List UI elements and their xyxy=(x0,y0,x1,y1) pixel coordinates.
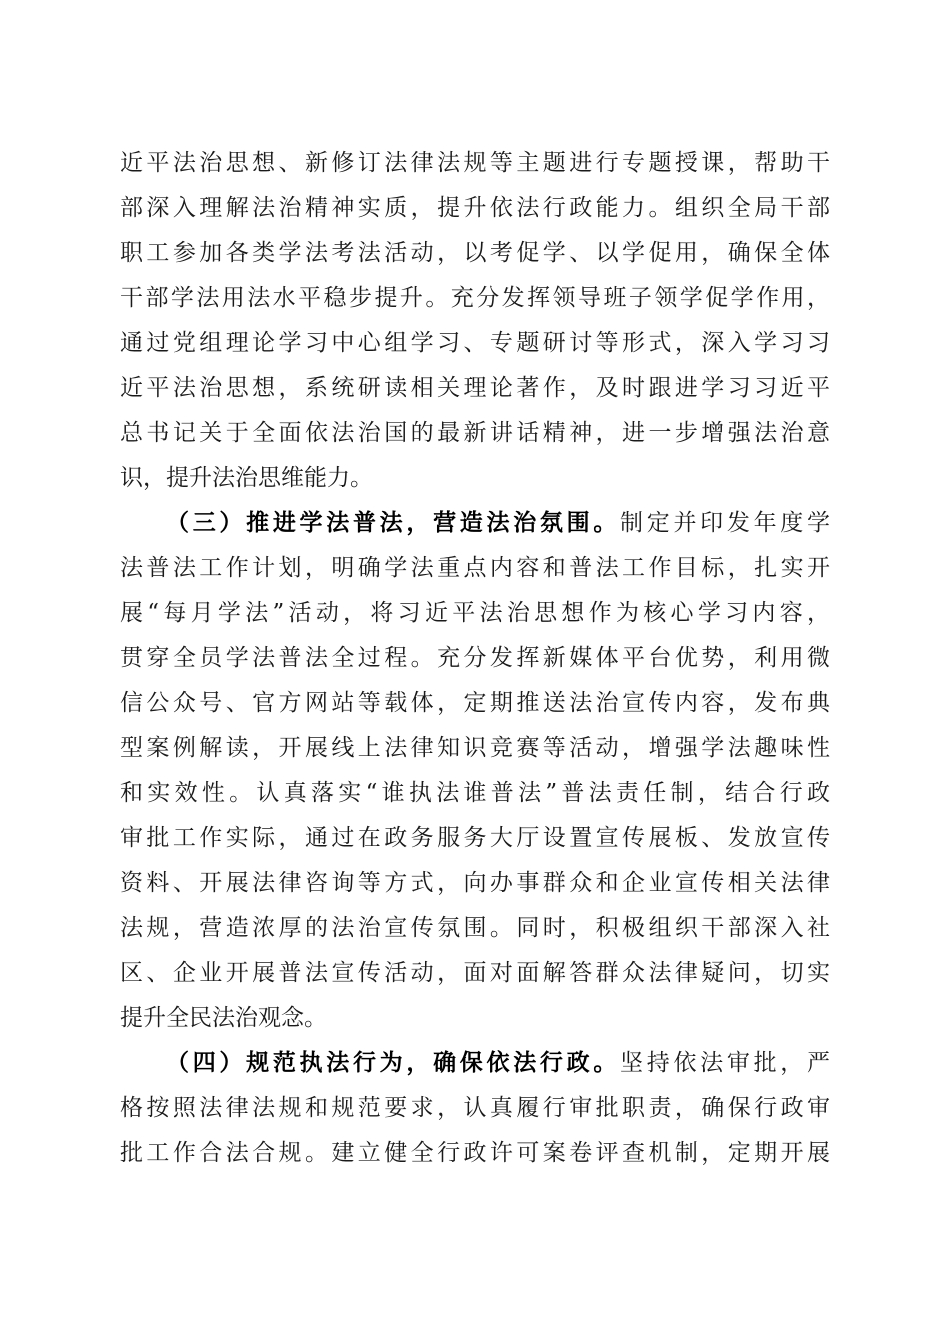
paragraph-3-first-line xyxy=(166,1043,830,1083)
paragraph-1-line-1: 近平法治思想、新修订法律法规等主题进行专题授课，帮助干 xyxy=(120,150,830,176)
paragraph-3-first-line-text: 坚持依法审批，严 xyxy=(620,1050,831,1076)
section-4-heading: （四）规范执法行为，确保依法行政。 xyxy=(166,1049,621,1076)
paragraph-2-line-4: 贯穿全员学法普法全过程。充分发挥新媒体平台优势，利用微 xyxy=(120,645,830,671)
paragraph-1-line-8: 识，提升法治思维能力。 xyxy=(120,465,373,491)
paragraph-1-line-4: 干部学法用法水平稳步提升。充分发挥领导班子领学促学作用， xyxy=(120,285,830,311)
paragraph-3-line-3: 批工作合法合规。建立健全行政许可案卷评查机制，定期开展 xyxy=(120,1140,830,1166)
paragraph-2-first-line-text: 制定并印发年度学 xyxy=(620,510,831,536)
paragraph-2-line-12: 提升全民法治观念。 xyxy=(120,1005,327,1031)
paragraph-2-line-5: 信公众号、官方网站等载体，定期推送法治宣传内容，发布典 xyxy=(120,690,830,716)
paragraph-2-first-line xyxy=(166,503,830,543)
paragraph-2-line-2: 法普法工作计划，明确学法重点内容和普法工作目标，扎实开 xyxy=(120,555,830,581)
paragraph-2-line-11: 区、企业开展普法宣传活动，面对面解答群众法律疑问，切实 xyxy=(120,960,830,986)
section-3-heading: （三）推进学法普法，营造法治氛围。 xyxy=(166,509,621,536)
paragraph-1-line-3: 职工参加各类学法考法活动，以考促学、以学促用，确保全体 xyxy=(120,240,830,266)
paragraph-1-line-6: 近平法治思想，系统研读相关理论著作，及时跟进学习习近平 xyxy=(120,375,830,401)
paragraph-1-line-7: 总书记关于全面依法治国的最新讲话精神，进一步增强法治意 xyxy=(120,420,830,446)
paragraph-2-line-6: 型案例解读，开展线上法律知识竞赛等活动，增强学法趣味性 xyxy=(120,735,830,761)
paragraph-2-line-7: 和实效性。认真落实“谁执法谁普法”普法责任制，结合行政 xyxy=(120,780,830,806)
paragraph-3-line-2: 格按照法律法规和规范要求，认真履行审批职责，确保行政审 xyxy=(120,1095,830,1121)
paragraph-2-line-3: 展“每月学法”活动，将习近平法治思想作为核心学习内容， xyxy=(120,600,830,626)
paragraph-2-line-10: 法规，营造浓厚的法治宣传氛围。同时，积极组织干部深入社 xyxy=(120,915,830,941)
paragraph-1-line-2: 部深入理解法治精神实质，提升依法行政能力。组织全局干部 xyxy=(120,195,830,221)
paragraph-1-line-5: 通过党组理论学习中心组学习、专题研讨等形式，深入学习习 xyxy=(120,330,830,356)
paragraph-2-line-8: 审批工作实际，通过在政务服务大厅设置宣传展板、发放宣传 xyxy=(120,825,830,851)
paragraph-2-line-9: 资料、开展法律咨询等方式，向办事群众和企业宣传相关法律 xyxy=(120,870,830,896)
